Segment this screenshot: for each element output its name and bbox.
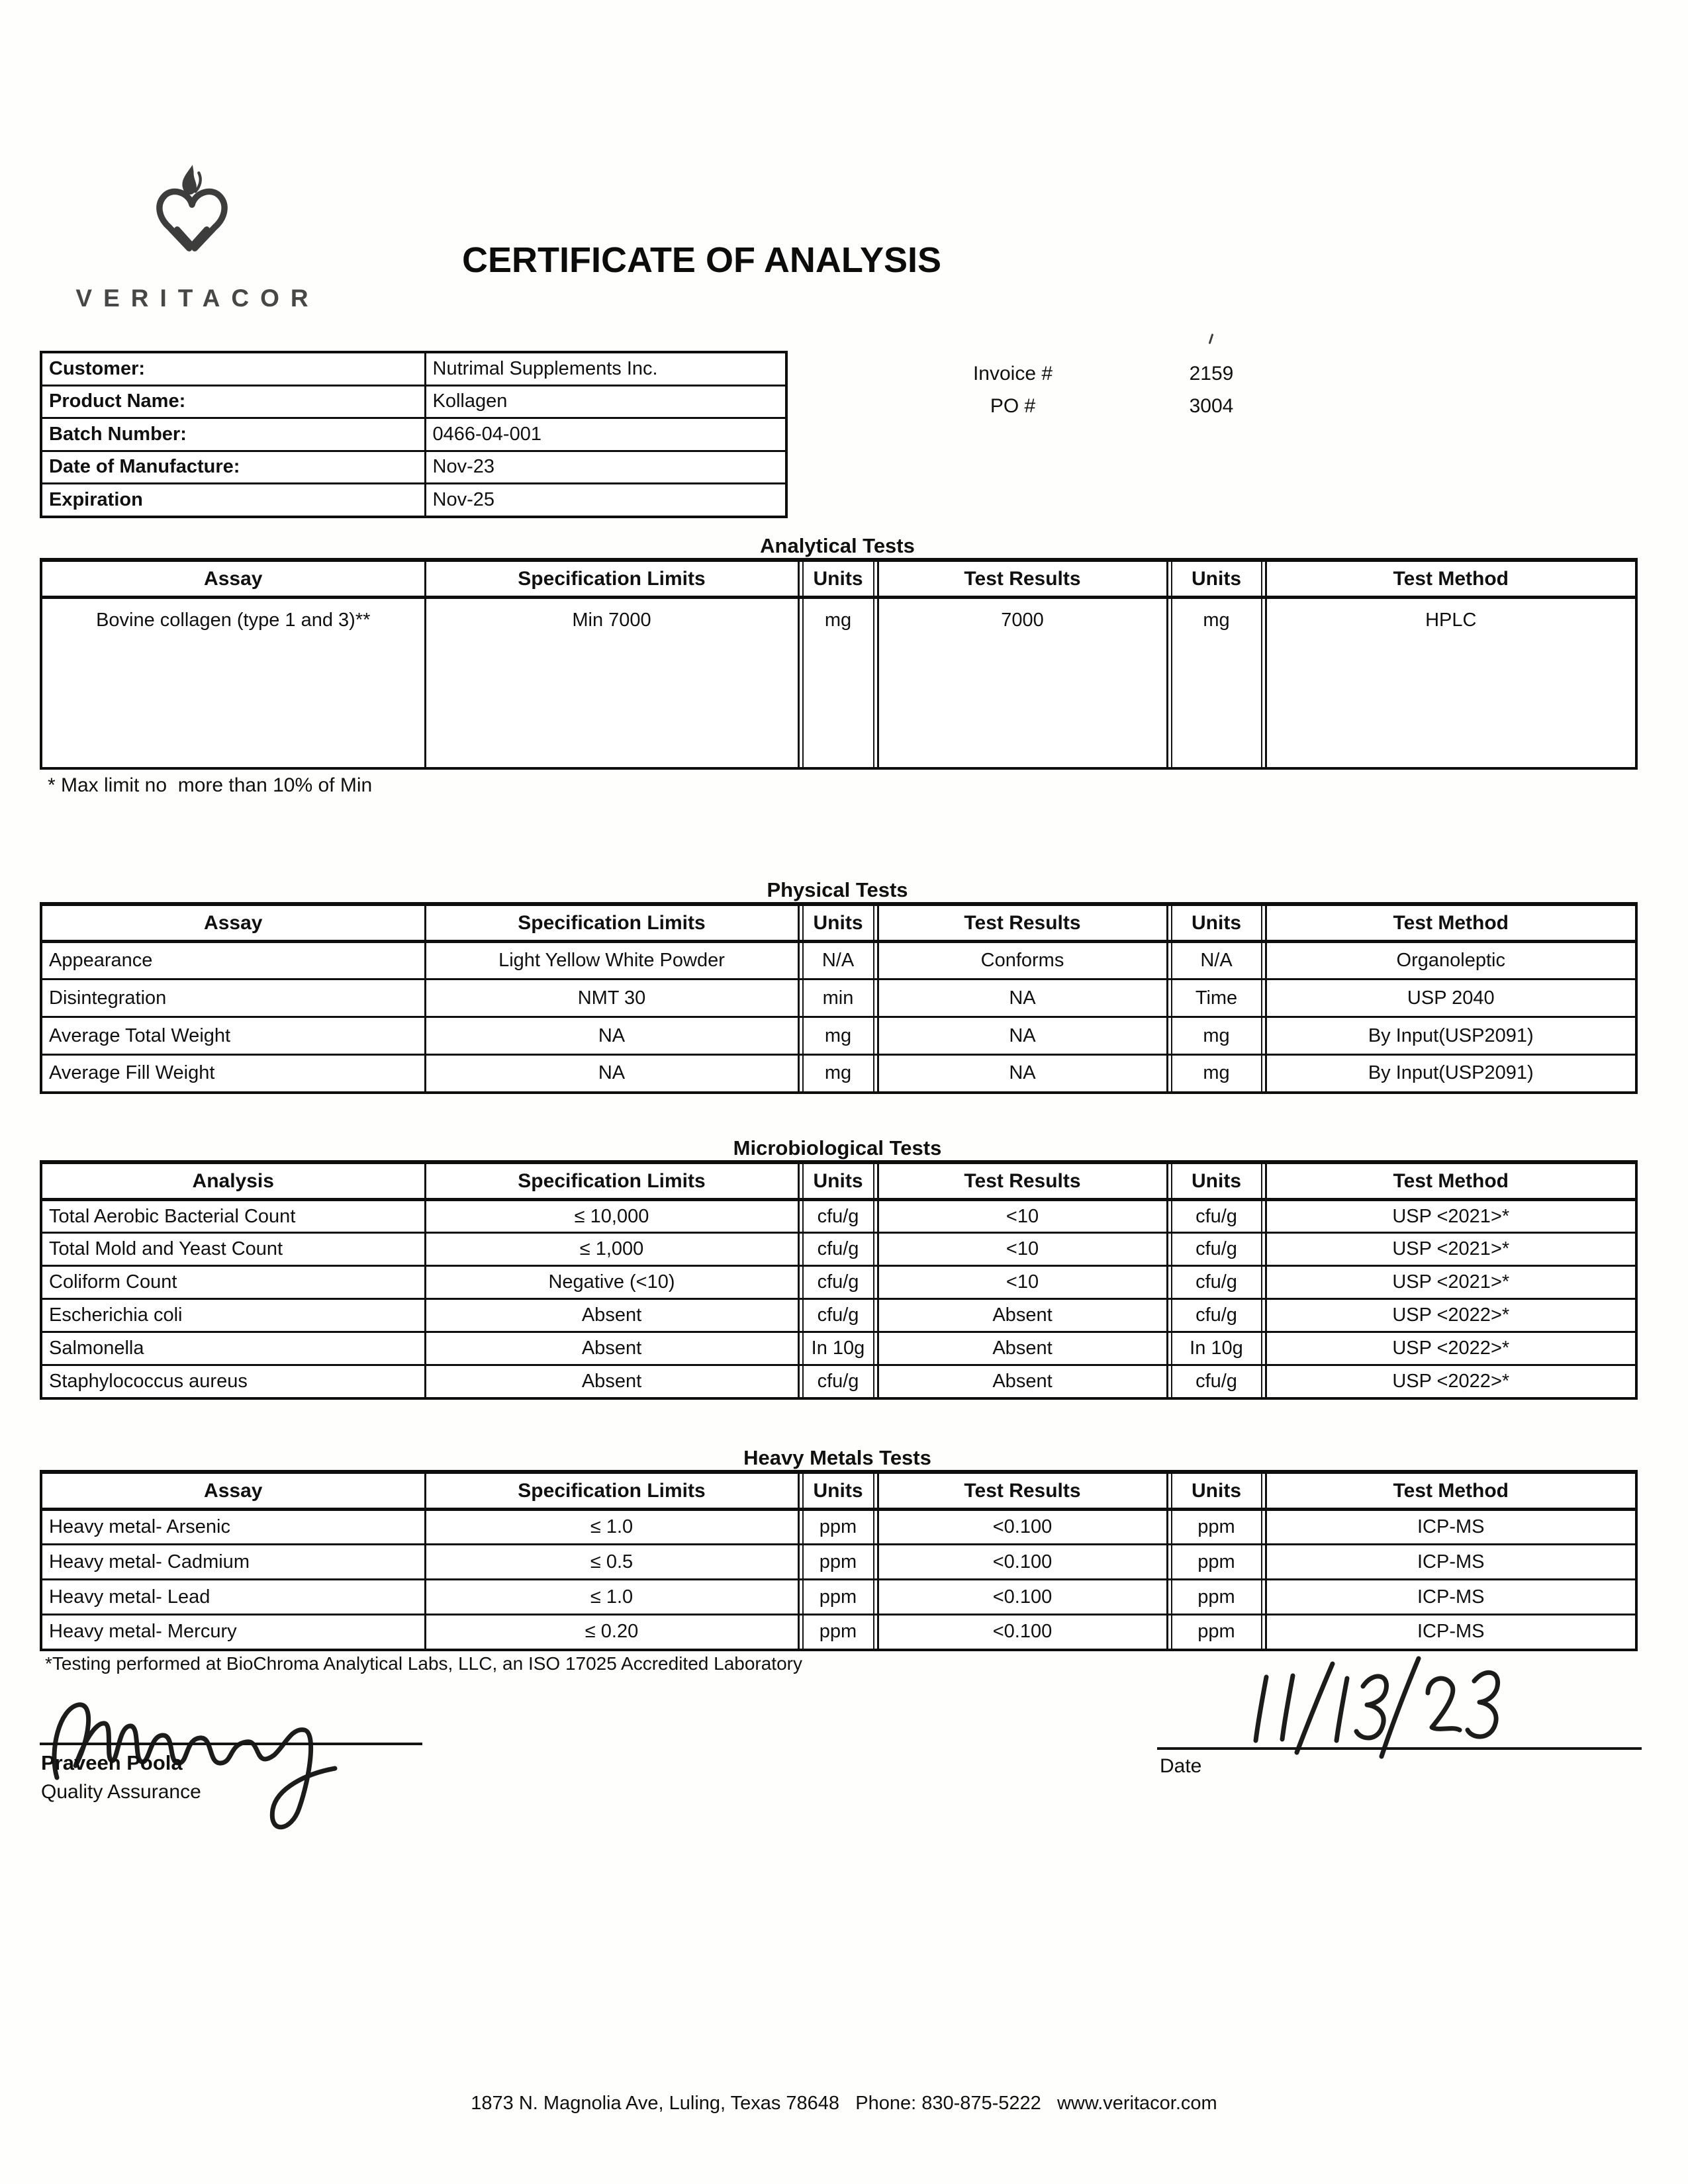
table-cell: <0.100 bbox=[878, 1615, 1167, 1650]
table-cell: Average Total Weight bbox=[41, 1017, 425, 1055]
column-header: Units bbox=[1167, 1472, 1266, 1510]
date-label: Date bbox=[1160, 1755, 1202, 1777]
table-cell: In 10g bbox=[798, 1332, 878, 1365]
table-row bbox=[41, 385, 786, 418]
table-cell: <10 bbox=[878, 1200, 1167, 1233]
column-header: Specification Limits bbox=[425, 904, 798, 942]
table-row bbox=[41, 942, 1636, 979]
table-cell: ppm bbox=[798, 1580, 878, 1615]
table-cell: Min 7000 bbox=[425, 598, 798, 768]
info-value: Nov-23 bbox=[425, 451, 786, 484]
company-logo bbox=[60, 161, 324, 312]
invoice-label: Invoice # bbox=[972, 363, 1053, 385]
header-row bbox=[41, 1162, 1636, 1200]
table-row bbox=[41, 1332, 1636, 1365]
table-cell: ppm bbox=[1167, 1580, 1266, 1615]
table-cell: NA bbox=[425, 1055, 798, 1093]
table-cell: <10 bbox=[878, 1266, 1167, 1299]
info-value: Nutrimal Supplements Inc. bbox=[425, 352, 786, 385]
signer-role: Quality Assurance bbox=[41, 1781, 201, 1803]
column-header: Units bbox=[1167, 904, 1266, 942]
table-cell: Total Mold and Yeast Count bbox=[41, 1233, 425, 1266]
table-cell: HPLC bbox=[1266, 598, 1636, 768]
order-info bbox=[940, 363, 1278, 418]
table-cell: mg bbox=[1167, 1017, 1266, 1055]
po-label: PO # bbox=[990, 395, 1036, 417]
table-cell: Absent bbox=[878, 1299, 1167, 1332]
scan-artifact-mark bbox=[1209, 334, 1214, 344]
table-cell: ≤ 0.20 bbox=[425, 1615, 798, 1650]
table-cell: cfu/g bbox=[798, 1299, 878, 1332]
heavy-metals-tests-table bbox=[40, 1470, 1638, 1651]
analytical-tests-section bbox=[40, 535, 1635, 770]
table-cell: <0.100 bbox=[878, 1510, 1167, 1545]
table-cell: cfu/g bbox=[1167, 1365, 1266, 1398]
column-header: Specification Limits bbox=[425, 560, 798, 598]
date-line bbox=[1157, 1747, 1642, 1750]
table-row bbox=[41, 1200, 1636, 1233]
heart-flame-icon bbox=[135, 161, 249, 281]
table-row bbox=[41, 1545, 1636, 1580]
table-cell: cfu/g bbox=[1167, 1233, 1266, 1266]
column-header: Test Results bbox=[878, 1162, 1167, 1200]
info-label: Expiration bbox=[41, 484, 425, 517]
table-cell: mg bbox=[798, 1055, 878, 1093]
table-cell: By Input(USP2091) bbox=[1266, 1017, 1636, 1055]
table-cell: NMT 30 bbox=[425, 979, 798, 1017]
table-cell: ICP-MS bbox=[1266, 1580, 1636, 1615]
physical-tests-table bbox=[40, 902, 1638, 1094]
table-cell: Negative (<10) bbox=[425, 1266, 798, 1299]
table-cell: ICP-MS bbox=[1266, 1510, 1636, 1545]
table-cell: Absent bbox=[425, 1332, 798, 1365]
column-header: Assay bbox=[41, 1472, 425, 1510]
table-cell: Light Yellow White Powder bbox=[425, 942, 798, 979]
table-cell: mg bbox=[798, 598, 878, 768]
table-cell: ppm bbox=[798, 1615, 878, 1650]
header-row bbox=[41, 904, 1636, 942]
table-cell: Absent bbox=[878, 1365, 1167, 1398]
table-row bbox=[41, 1299, 1636, 1332]
column-header: Assay bbox=[41, 904, 425, 942]
column-header: Units bbox=[798, 904, 878, 942]
table-row bbox=[41, 1266, 1636, 1299]
table-cell: Average Fill Weight bbox=[41, 1055, 425, 1093]
section-title: Heavy Metals Tests bbox=[743, 1446, 931, 1469]
physical-tests-section bbox=[40, 879, 1635, 1094]
table-row bbox=[41, 1615, 1636, 1650]
table-cell: Organoleptic bbox=[1266, 942, 1636, 979]
customer-info-table bbox=[40, 351, 788, 518]
table-cell: USP <2021>* bbox=[1266, 1200, 1636, 1233]
table-cell: Bovine collagen (type 1 and 3)** bbox=[41, 598, 425, 768]
table-cell: Absent bbox=[878, 1332, 1167, 1365]
column-header: Assay bbox=[41, 560, 425, 598]
table-cell: cfu/g bbox=[798, 1233, 878, 1266]
table-cell: ≤ 1.0 bbox=[425, 1580, 798, 1615]
table-row bbox=[41, 1017, 1636, 1055]
table-cell: Heavy metal- Mercury bbox=[41, 1615, 425, 1650]
table-cell: Staphylococcus aureus bbox=[41, 1365, 425, 1398]
table-cell: ppm bbox=[1167, 1545, 1266, 1580]
table-cell: Disintegration bbox=[41, 979, 425, 1017]
column-header: Test Results bbox=[878, 560, 1167, 598]
testing-footnote: *Testing performed at BioChroma Analytical Labs, LLC, an ISO 17025 Accredited Laboratory bbox=[45, 1653, 802, 1674]
table-cell: ppm bbox=[1167, 1510, 1266, 1545]
table-cell: USP <2022>* bbox=[1266, 1332, 1636, 1365]
table-cell: <0.100 bbox=[878, 1545, 1167, 1580]
column-header: Test Results bbox=[878, 904, 1167, 942]
column-header: Test Method bbox=[1266, 1472, 1636, 1510]
table-cell: NA bbox=[425, 1017, 798, 1055]
table-cell: Heavy metal- Arsenic bbox=[41, 1510, 425, 1545]
table-cell: ICP-MS bbox=[1266, 1545, 1636, 1580]
table-cell: cfu/g bbox=[1167, 1200, 1266, 1233]
analytical-tests-table bbox=[40, 558, 1638, 770]
table-cell: ppm bbox=[798, 1510, 878, 1545]
table-row bbox=[41, 484, 786, 517]
table-cell: cfu/g bbox=[1167, 1266, 1266, 1299]
analytical-footnote: * Max limit no more than 10% of Min bbox=[48, 774, 373, 796]
table-cell: NA bbox=[878, 1017, 1167, 1055]
table-cell: cfu/g bbox=[1167, 1299, 1266, 1332]
section-title: Analytical Tests bbox=[760, 534, 915, 557]
table-cell: NA bbox=[878, 1055, 1167, 1093]
microbiological-tests-table bbox=[40, 1160, 1638, 1400]
table-cell: cfu/g bbox=[798, 1365, 878, 1398]
info-label: Product Name: bbox=[41, 385, 425, 418]
column-header: Analysis bbox=[41, 1162, 425, 1200]
table-cell: USP <2021>* bbox=[1266, 1266, 1636, 1299]
invoice-value: 2159 bbox=[1189, 363, 1234, 385]
table-cell: mg bbox=[798, 1017, 878, 1055]
table-row bbox=[41, 1510, 1636, 1545]
table-cell: Absent bbox=[425, 1365, 798, 1398]
signature-line bbox=[40, 1743, 422, 1745]
info-value: Nov-25 bbox=[425, 484, 786, 517]
table-row bbox=[41, 1580, 1636, 1615]
table-cell: Conforms bbox=[878, 942, 1167, 979]
table-row bbox=[41, 598, 1636, 768]
table-cell: Coliform Count bbox=[41, 1266, 425, 1299]
table-row bbox=[41, 418, 786, 451]
column-header: Units bbox=[1167, 1162, 1266, 1200]
table-cell: USP 2040 bbox=[1266, 979, 1636, 1017]
table-row bbox=[41, 1233, 1636, 1266]
table-cell: USP <2022>* bbox=[1266, 1365, 1636, 1398]
column-header: Units bbox=[798, 1162, 878, 1200]
table-cell: 7000 bbox=[878, 598, 1167, 768]
column-header: Units bbox=[798, 1472, 878, 1510]
info-value: 0466-04-001 bbox=[425, 418, 786, 451]
table-cell: N/A bbox=[1167, 942, 1266, 979]
table-cell: <0.100 bbox=[878, 1580, 1167, 1615]
table-cell: mg bbox=[1167, 1055, 1266, 1093]
table-cell: ≤ 0.5 bbox=[425, 1545, 798, 1580]
header-row bbox=[41, 1472, 1636, 1510]
table-cell: By Input(USP2091) bbox=[1266, 1055, 1636, 1093]
table-row bbox=[41, 1365, 1636, 1398]
table-cell: In 10g bbox=[1167, 1332, 1266, 1365]
heavy-metals-tests-section bbox=[40, 1447, 1635, 1651]
column-header: Test Method bbox=[1266, 904, 1636, 942]
info-value: Kollagen bbox=[425, 385, 786, 418]
column-header: Specification Limits bbox=[425, 1472, 798, 1510]
table-cell: NA bbox=[878, 979, 1167, 1017]
table-cell: ppm bbox=[1167, 1615, 1266, 1650]
table-row bbox=[41, 451, 786, 484]
column-header: Units bbox=[798, 560, 878, 598]
table-cell: ≤ 1.0 bbox=[425, 1510, 798, 1545]
po-value: 3004 bbox=[1189, 395, 1234, 417]
table-cell: Appearance bbox=[41, 942, 425, 979]
section-title: Physical Tests bbox=[767, 878, 908, 901]
info-label: Customer: bbox=[41, 352, 425, 385]
table-cell: ≤ 10,000 bbox=[425, 1200, 798, 1233]
table-cell: Heavy metal- Cadmium bbox=[41, 1545, 425, 1580]
info-label: Date of Manufacture: bbox=[41, 451, 425, 484]
table-cell: Time bbox=[1167, 979, 1266, 1017]
table-row bbox=[41, 979, 1636, 1017]
table-cell: Total Aerobic Bacterial Count bbox=[41, 1200, 425, 1233]
table-row bbox=[41, 1055, 1636, 1093]
column-header: Test Method bbox=[1266, 560, 1636, 598]
table-row bbox=[41, 352, 786, 385]
table-cell: <10 bbox=[878, 1233, 1167, 1266]
table-cell: N/A bbox=[798, 942, 878, 979]
table-cell: Heavy metal- Lead bbox=[41, 1580, 425, 1615]
microbiological-tests-section bbox=[40, 1137, 1635, 1400]
table-cell: ppm bbox=[798, 1545, 878, 1580]
column-header: Specification Limits bbox=[425, 1162, 798, 1200]
table-cell: mg bbox=[1167, 598, 1266, 768]
signer-name: Praveen Poola bbox=[41, 1751, 183, 1774]
column-header: Units bbox=[1167, 560, 1266, 598]
table-cell: ≤ 1,000 bbox=[425, 1233, 798, 1266]
table-cell: cfu/g bbox=[798, 1266, 878, 1299]
table-cell: USP <2022>* bbox=[1266, 1299, 1636, 1332]
table-cell: Escherichia coli bbox=[41, 1299, 425, 1332]
page-title: CERTIFICATE OF ANALYSIS bbox=[461, 240, 942, 280]
table-cell: cfu/g bbox=[798, 1200, 878, 1233]
table-cell: Absent bbox=[425, 1299, 798, 1332]
table-cell: ICP-MS bbox=[1266, 1615, 1636, 1650]
brand-name: VERITACOR bbox=[75, 285, 320, 312]
section-title: Microbiological Tests bbox=[733, 1136, 942, 1160]
footer-address: 1873 N. Magnolia Ave, Luling, Texas 78648 Phone: 830-875-5222 www.veritacor.com bbox=[471, 2093, 1217, 2114]
header-row bbox=[41, 560, 1636, 598]
column-header: Test Method bbox=[1266, 1162, 1636, 1200]
column-header: Test Results bbox=[878, 1472, 1167, 1510]
info-label: Batch Number: bbox=[41, 418, 425, 451]
table-cell: min bbox=[798, 979, 878, 1017]
table-cell: Salmonella bbox=[41, 1332, 425, 1365]
table-cell: USP <2021>* bbox=[1266, 1233, 1636, 1266]
